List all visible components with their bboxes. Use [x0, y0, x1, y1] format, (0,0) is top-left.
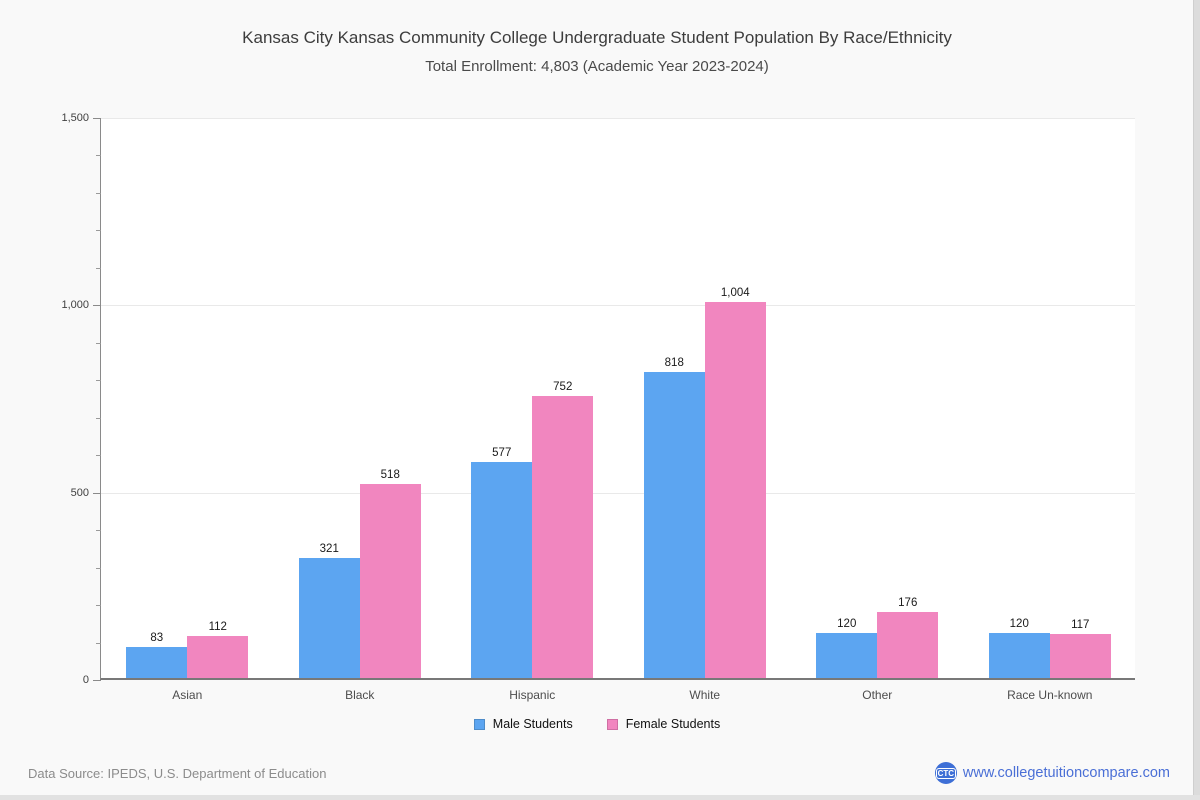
ctc-logo-icon — [935, 762, 957, 784]
bar-value-label: 752 — [553, 381, 573, 394]
y-axis-minor-tick — [96, 530, 101, 531]
x-axis-label-other: Other — [862, 688, 893, 702]
y-axis-minor-tick — [96, 193, 101, 194]
footer — [28, 760, 1170, 786]
bar-female-other[interactable] — [877, 612, 938, 678]
website-link[interactable]: www.collegetuitioncompare.com — [962, 765, 1170, 781]
site-branding — [935, 762, 1170, 784]
x-axis-label-race-un-known: Race Un-known — [1007, 688, 1093, 702]
bar-value-label: 120 — [1009, 618, 1029, 631]
bar-value-label: 120 — [837, 618, 857, 631]
y-axis-tick — [93, 305, 101, 306]
bar-value-label: 112 — [208, 621, 227, 634]
y-axis-minor-tick — [96, 605, 101, 606]
gridline-1000 — [101, 305, 1135, 306]
chart-subtitle: Total Enrollment: 4,803 (Academic Year 2023-2024) — [425, 58, 769, 75]
y-axis-tick-label: 500 — [70, 486, 89, 499]
legend-label: Female Students — [625, 717, 721, 731]
data-source-text: Data Source: IPEDS, U.S. Department of Education — [28, 765, 327, 781]
legend — [0, 717, 1194, 731]
plot-area — [61, 112, 1135, 702]
bar-value-label: 577 — [492, 446, 512, 459]
bar-female-black[interactable] — [360, 484, 421, 678]
chart-title: Kansas City Kansas Community College Undergraduate Student Population By Race/Ethnicity — [242, 28, 952, 47]
y-axis-minor-tick — [96, 568, 101, 569]
y-axis-minor-tick — [96, 343, 101, 344]
bar-value-label: 117 — [1071, 619, 1090, 632]
bar-male-race-un-known[interactable] — [989, 633, 1050, 678]
bar-value-label: 83 — [150, 631, 164, 644]
x-axis-label-asian: Asian — [172, 688, 203, 702]
legend-item-male[interactable] — [474, 717, 573, 731]
bar-male-hispanic[interactable] — [471, 462, 532, 678]
y-axis-minor-tick — [96, 268, 101, 269]
bar-value-label: 818 — [664, 356, 684, 369]
gridline-1500 — [101, 118, 1135, 119]
ctc-logo-text: CTC — [937, 768, 955, 778]
y-axis-tick — [93, 118, 101, 119]
y-axis-tick-label: 0 — [82, 674, 89, 686]
y-axis-tick — [93, 680, 101, 681]
x-axis-label-hispanic: Hispanic — [509, 688, 556, 702]
vertical-scrollbar[interactable] — [1193, 0, 1200, 800]
legend-label: Male Students — [492, 717, 573, 731]
legend-swatch-icon — [607, 719, 618, 730]
y-axis-minor-tick — [96, 230, 101, 231]
x-axis-label-black: Black — [345, 688, 375, 702]
legend-item-female[interactable] — [607, 717, 721, 731]
bar-value-label: 321 — [319, 542, 339, 555]
y-axis-minor-tick — [96, 418, 101, 419]
bar-female-hispanic[interactable] — [532, 396, 593, 678]
bar-value-label: 518 — [380, 468, 400, 481]
y-axis-minor-tick — [96, 380, 101, 381]
bar-male-black[interactable] — [299, 558, 360, 678]
bar-female-white[interactable] — [705, 302, 766, 678]
y-axis-tick — [93, 493, 101, 494]
bar-female-asian[interactable] — [187, 636, 248, 678]
bar-value-label: 1,004 — [720, 286, 750, 299]
legend-swatch-icon — [474, 719, 485, 730]
bar-male-white[interactable] — [644, 372, 705, 678]
y-axis-minor-tick — [96, 455, 101, 456]
y-axis-minor-tick — [96, 155, 101, 156]
bar-male-other[interactable] — [816, 633, 877, 678]
x-axis-label-white: White — [689, 688, 721, 702]
gridline-500 — [101, 493, 1135, 494]
y-axis-minor-tick — [96, 643, 101, 644]
bar-male-asian[interactable] — [126, 647, 187, 678]
bottom-edge — [0, 795, 1200, 800]
bar-value-label: 176 — [898, 597, 918, 610]
y-axis-tick-label: 1,000 — [61, 299, 89, 312]
bar-female-race-un-known[interactable] — [1050, 634, 1111, 678]
y-axis-tick-label: 1,500 — [61, 112, 89, 124]
